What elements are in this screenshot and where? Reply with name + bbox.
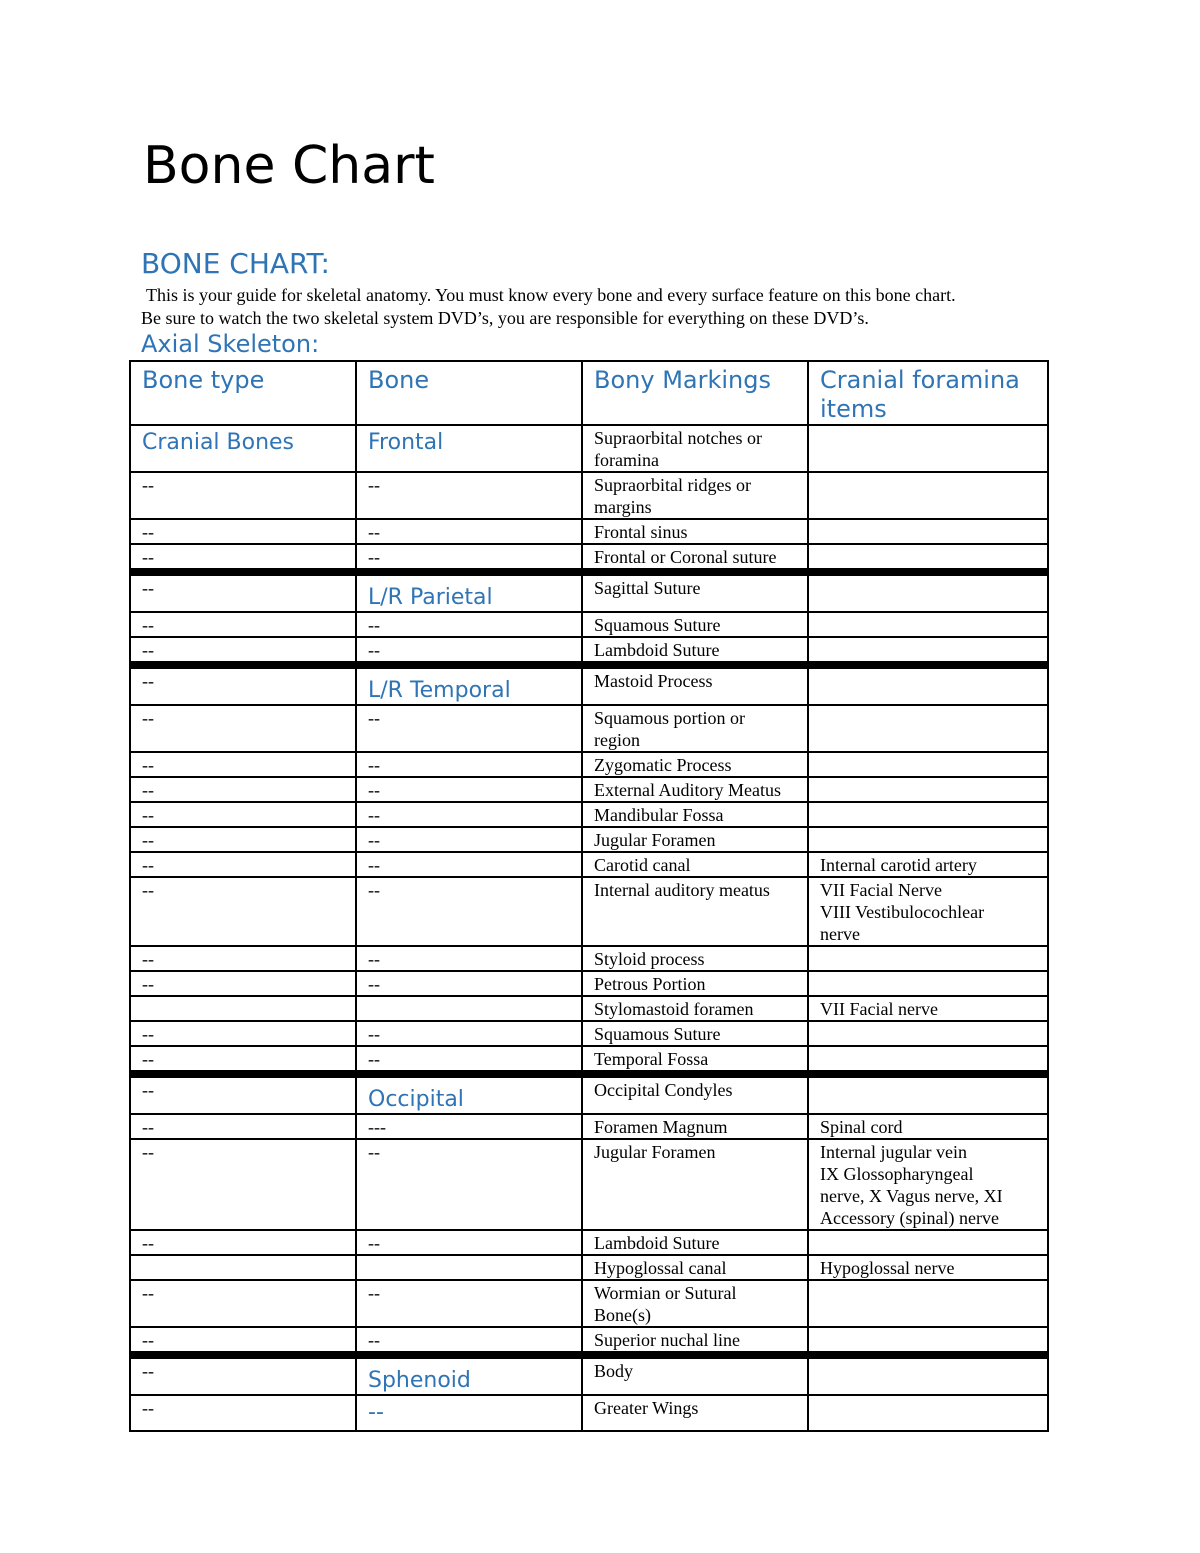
- marking-line: Petrous Portion: [594, 974, 706, 994]
- table-row: [130, 777, 1048, 802]
- cell-bone-type: --: [130, 544, 356, 572]
- marking-line: Bone(s): [594, 1305, 651, 1325]
- marking-line: Occipital Condyles: [594, 1080, 733, 1100]
- intro-paragraph: [141, 284, 1061, 330]
- table-row: [130, 1114, 1048, 1139]
- cell-bone: --: [356, 1230, 582, 1255]
- cell-bone: --: [356, 752, 582, 777]
- cell-cranial-foramina: [808, 946, 1048, 971]
- table-row: [130, 1395, 1048, 1431]
- cell-bony-marking: [582, 705, 808, 752]
- marking-line: Squamous Suture: [594, 615, 721, 635]
- cell-cranial-foramina: [808, 1046, 1048, 1074]
- cell-bony-marking: [582, 572, 808, 612]
- cell-cranial-foramina: [808, 1230, 1048, 1255]
- marking-line: Foramen Magnum: [594, 1117, 728, 1137]
- table-row: [130, 971, 1048, 996]
- cell-cranial-foramina: [808, 572, 1048, 612]
- cell-bone: --: [356, 1139, 582, 1230]
- table-row: [130, 1280, 1048, 1327]
- cell-cranial-foramina: [808, 1139, 1048, 1230]
- cell-bony-marking: [582, 612, 808, 637]
- cell-bone-type: --: [130, 752, 356, 777]
- table-row: [130, 827, 1048, 852]
- cell-bony-marking: [582, 1230, 808, 1255]
- marking-line: Internal auditory meatus: [594, 880, 770, 900]
- cell-bone-type: --: [130, 1139, 356, 1230]
- marking-line: Jugular Foramen: [594, 1142, 716, 1162]
- cell-bony-marking: [582, 752, 808, 777]
- cell-bone-type: --: [130, 1327, 356, 1355]
- cell-bone: [356, 996, 582, 1021]
- header-cranial-foramina: Cranial foramina items: [808, 361, 1048, 425]
- cell-bone-type: --: [130, 665, 356, 705]
- cell-bony-marking: [582, 1395, 808, 1431]
- intro-line: This is your guide for skeletal anatomy. You must know every bone and every surface feature on this bone chart.: [146, 285, 956, 305]
- marking-line: External Auditory Meatus: [594, 780, 781, 800]
- cell-bony-marking: [582, 1327, 808, 1355]
- marking-line: Lambdoid Suture: [594, 640, 720, 660]
- table-row: [130, 1230, 1048, 1255]
- cell-cranial-foramina: [808, 544, 1048, 572]
- cell-bone-type: --: [130, 1021, 356, 1046]
- cell-bone-type: --: [130, 852, 356, 877]
- table-row: [130, 1074, 1048, 1114]
- cell-bony-marking: [582, 1255, 808, 1280]
- cell-bony-marking: [582, 946, 808, 971]
- cell-bone: --: [356, 971, 582, 996]
- cell-bone: --: [356, 612, 582, 637]
- cell-cranial-foramina: [808, 752, 1048, 777]
- cell-bone: --: [356, 1395, 582, 1431]
- marking-line: region: [594, 730, 640, 750]
- cell-cranial-foramina: [808, 1395, 1048, 1431]
- bone-table: [129, 360, 1049, 1432]
- table-row: [130, 1021, 1048, 1046]
- cell-bony-marking: [582, 996, 808, 1021]
- table-row: [130, 612, 1048, 637]
- marking-line: Mandibular Fossa: [594, 805, 724, 825]
- foramina-line: Spinal cord: [820, 1117, 903, 1137]
- cell-bone-type: --: [130, 971, 356, 996]
- cell-bony-marking: [582, 665, 808, 705]
- cell-bony-marking: [582, 1046, 808, 1074]
- cell-bony-marking: [582, 1114, 808, 1139]
- marking-line: margins: [594, 497, 652, 517]
- cell-bony-marking: [582, 1074, 808, 1114]
- page-title: Bone Chart: [143, 136, 435, 196]
- cell-bone-type: --: [130, 1355, 356, 1395]
- cell-bone: Occipital: [356, 1074, 582, 1114]
- cell-cranial-foramina: [808, 1074, 1048, 1114]
- cell-cranial-foramina: [808, 612, 1048, 637]
- cell-cranial-foramina: [808, 1021, 1048, 1046]
- foramina-line: Internal carotid artery: [820, 855, 977, 875]
- cell-cranial-foramina: [808, 877, 1048, 946]
- marking-line: Zygomatic Process: [594, 755, 732, 775]
- cell-bone: --: [356, 705, 582, 752]
- cell-bone-type: --: [130, 1395, 356, 1431]
- cell-bone: --: [356, 637, 582, 665]
- cell-bone-type: --: [130, 1046, 356, 1074]
- table-body: [130, 425, 1048, 1431]
- table-row: [130, 472, 1048, 519]
- marking-line: Supraorbital notches or: [594, 428, 762, 448]
- cell-cranial-foramina: [808, 425, 1048, 472]
- cell-bone-type: [130, 996, 356, 1021]
- cell-cranial-foramina: [808, 519, 1048, 544]
- table-row: [130, 1255, 1048, 1280]
- cell-bone-type: --: [130, 777, 356, 802]
- cell-bone: L/R Temporal: [356, 665, 582, 705]
- cell-bone: ---: [356, 1114, 582, 1139]
- section-heading: BONE CHART:: [141, 247, 330, 280]
- cell-bony-marking: [582, 827, 808, 852]
- table-row: [130, 852, 1048, 877]
- table-row: [130, 1046, 1048, 1074]
- cell-bone-type: Cranial Bones: [130, 425, 356, 472]
- header-bony-markings: Bony Markings: [582, 361, 808, 425]
- cell-bone: Sphenoid: [356, 1355, 582, 1395]
- cell-bone-type: --: [130, 705, 356, 752]
- cell-bone: --: [356, 1280, 582, 1327]
- marking-line: Frontal sinus: [594, 522, 688, 542]
- cell-bony-marking: [582, 971, 808, 996]
- cell-bone: --: [356, 946, 582, 971]
- table-header-row: [130, 361, 1048, 425]
- cell-bone: --: [356, 802, 582, 827]
- cell-cranial-foramina: [808, 637, 1048, 665]
- cell-bony-marking: [582, 852, 808, 877]
- marking-line: Styloid process: [594, 949, 705, 969]
- cell-bone-type: --: [130, 877, 356, 946]
- cell-bony-marking: [582, 637, 808, 665]
- cell-cranial-foramina: [808, 777, 1048, 802]
- cell-cranial-foramina: [808, 827, 1048, 852]
- cell-bony-marking: [582, 519, 808, 544]
- table-row: [130, 572, 1048, 612]
- marking-line: foramina: [594, 450, 659, 470]
- cell-cranial-foramina: [808, 1114, 1048, 1139]
- cell-bone-type: --: [130, 1280, 356, 1327]
- cell-bony-marking: [582, 1355, 808, 1395]
- table-row: [130, 705, 1048, 752]
- cell-cranial-foramina: [808, 852, 1048, 877]
- cell-bony-marking: [582, 802, 808, 827]
- marking-line: Frontal or Coronal suture: [594, 547, 777, 567]
- cell-bony-marking: [582, 1280, 808, 1327]
- cell-bone: --: [356, 777, 582, 802]
- cell-bone: L/R Parietal: [356, 572, 582, 612]
- cell-bone-type: --: [130, 519, 356, 544]
- cell-bony-marking: [582, 1021, 808, 1046]
- marking-line: Hypoglossal canal: [594, 1258, 727, 1278]
- cell-bone-type: --: [130, 1230, 356, 1255]
- table-row: [130, 519, 1048, 544]
- cell-cranial-foramina: [808, 705, 1048, 752]
- table-row: [130, 1355, 1048, 1395]
- cell-cranial-foramina: [808, 1280, 1048, 1327]
- foramina-line: Internal jugular vein: [820, 1142, 967, 1162]
- cell-bone-type: [130, 1255, 356, 1280]
- cell-bone: --: [356, 472, 582, 519]
- cell-bone: Frontal: [356, 425, 582, 472]
- cell-cranial-foramina: [808, 1355, 1048, 1395]
- cell-bone-type: --: [130, 572, 356, 612]
- cell-bone-type: --: [130, 637, 356, 665]
- cell-bone: --: [356, 852, 582, 877]
- cell-bony-marking: [582, 1139, 808, 1230]
- cell-bone-type: --: [130, 612, 356, 637]
- table-row: [130, 1327, 1048, 1355]
- table-row: [130, 425, 1048, 472]
- marking-line: Stylomastoid foramen: [594, 999, 754, 1019]
- marking-line: Wormian or Sutural: [594, 1283, 737, 1303]
- cell-bone-type: --: [130, 472, 356, 519]
- table-row: [130, 665, 1048, 705]
- cell-bone: --: [356, 877, 582, 946]
- table-row: [130, 877, 1048, 946]
- table-row: [130, 544, 1048, 572]
- cell-bony-marking: [582, 877, 808, 946]
- cell-bony-marking: [582, 425, 808, 472]
- cell-bone: --: [356, 1021, 582, 1046]
- marking-line: Body: [594, 1361, 634, 1381]
- marking-line: Supraorbital ridges or: [594, 475, 751, 495]
- cell-bony-marking: [582, 777, 808, 802]
- cell-bone-type: --: [130, 802, 356, 827]
- marking-line: Carotid canal: [594, 855, 691, 875]
- axial-skeleton-heading: Axial Skeleton:: [141, 330, 320, 358]
- marking-line: Jugular Foramen: [594, 830, 716, 850]
- foramina-line: VII Facial nerve: [820, 999, 938, 1019]
- cell-bone: --: [356, 1046, 582, 1074]
- intro-line: Be sure to watch the two skeletal system DVD’s, you are responsible for everything on these DVD’s.: [141, 308, 869, 328]
- header-bone: Bone: [356, 361, 582, 425]
- table-row: [130, 637, 1048, 665]
- cell-cranial-foramina: [808, 996, 1048, 1021]
- foramina-line: Hypoglossal nerve: [820, 1258, 955, 1278]
- cell-cranial-foramina: [808, 1327, 1048, 1355]
- marking-line: Superior nuchal line: [594, 1330, 740, 1350]
- foramina-line: Accessory (spinal) nerve: [820, 1208, 999, 1228]
- marking-line: Mastoid Process: [594, 671, 713, 691]
- foramina-line: VII Facial Nerve: [820, 880, 942, 900]
- cell-cranial-foramina: [808, 1255, 1048, 1280]
- foramina-line: VIII Vestibulocochlear: [820, 902, 985, 922]
- marking-line: Squamous Suture: [594, 1024, 721, 1044]
- cell-bone: --: [356, 519, 582, 544]
- cell-bone: --: [356, 827, 582, 852]
- cell-bone: --: [356, 544, 582, 572]
- marking-line: Lambdoid Suture: [594, 1233, 720, 1253]
- cell-cranial-foramina: [808, 802, 1048, 827]
- table-row: [130, 802, 1048, 827]
- cell-bone: [356, 1255, 582, 1280]
- cell-bone: --: [356, 1327, 582, 1355]
- foramina-line: IX Glossopharyngeal: [820, 1164, 974, 1184]
- table-row: [130, 1139, 1048, 1230]
- header-bone-type: Bone type: [130, 361, 356, 425]
- cell-bony-marking: [582, 472, 808, 519]
- marking-line: Sagittal Suture: [594, 578, 701, 598]
- marking-line: Squamous portion or: [594, 708, 745, 728]
- table-row: [130, 946, 1048, 971]
- cell-cranial-foramina: [808, 971, 1048, 996]
- table-row: [130, 752, 1048, 777]
- cell-cranial-foramina: [808, 472, 1048, 519]
- cell-bone-type: --: [130, 946, 356, 971]
- cell-bone-type: --: [130, 1114, 356, 1139]
- foramina-line: nerve: [820, 924, 860, 944]
- cell-bony-marking: [582, 544, 808, 572]
- table-row: [130, 996, 1048, 1021]
- cell-bone-type: --: [130, 827, 356, 852]
- foramina-line: nerve, X Vagus nerve, XI: [820, 1186, 1003, 1206]
- cell-cranial-foramina: [808, 665, 1048, 705]
- cell-bone-type: --: [130, 1074, 356, 1114]
- marking-line: Greater Wings: [594, 1398, 699, 1418]
- marking-line: Temporal Fossa: [594, 1049, 709, 1069]
